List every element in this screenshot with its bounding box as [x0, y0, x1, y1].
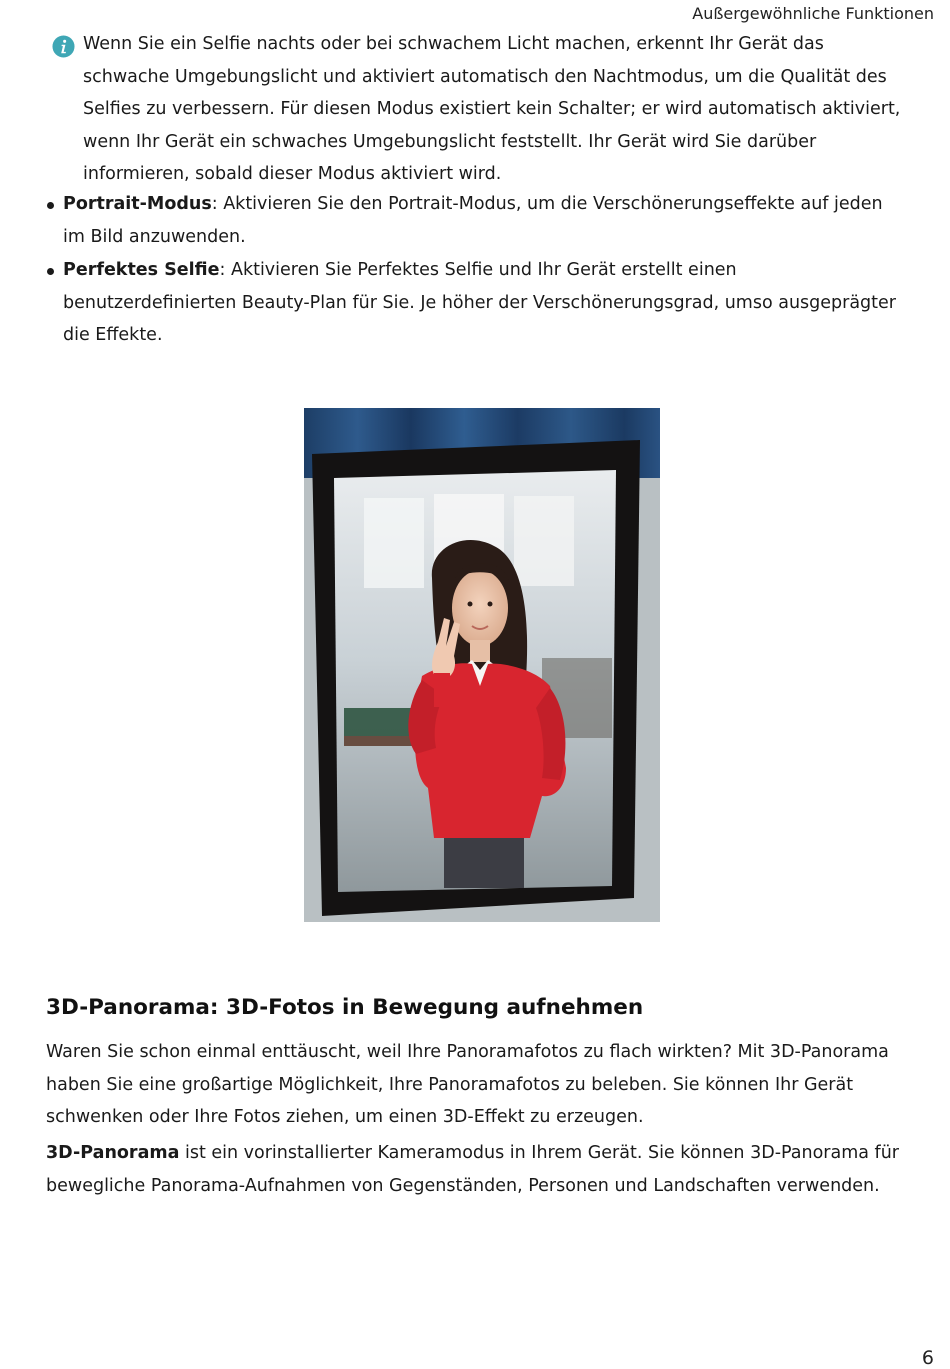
para-text: ist ein vorinstallierter Kameramodus in Ihrem Gerät. Sie können 3D-Panorama für bewegliche Panorama-Aufnahmen von Gegenständen, Personen und Landschaften verwenden.: [46, 1143, 899, 1196]
info-icon: [52, 35, 75, 58]
bullet-text: : Aktivieren Sie Perfektes Selfie und Ihr Gerät erstellt einen benutzerdefinierten Beauty-Plan für Sie. Je höher der Verschönerungsgrad, umso ausgeprägter die Effekte.: [63, 260, 896, 345]
page-number: 6: [921, 1347, 934, 1369]
section-paragraph: Waren Sie schon einmal enttäuscht, weil Ihre Panoramafotos zu flach wirkten? Mit 3D-Panorama haben Sie eine großartige Möglichkeit, Ihre Panoramafotos zu beleben. Sie können Ihr Gerät schwenken oder Ihre Fotos ziehen, um einen 3D-Effekt zu erzeugen.: [46, 1042, 889, 1127]
bullet-term: Perfektes Selfie: [63, 260, 220, 280]
selfie-photo: [304, 408, 660, 922]
section-heading: 3D-Panorama: 3D-Fotos in Bewegung aufnehmen: [46, 995, 644, 1020]
section-paragraph: [46, 1137, 916, 1202]
bullet-term: Portrait-Modus: [63, 194, 212, 214]
note-text: Wenn Sie ein Selfie nachts oder bei schwachem Licht machen, erkennt Ihr Gerät das schwache Umgebungslicht und aktiviert automatisch den Nachtmodus, um die Qualität des Selfies zu verbessern. Für diesen Modus existiert kein Schalter; er wird automatisch aktiviert, wenn Ihr Gerät ein schwaches Umgebungslicht feststellt. Ihr Gerät wird Sie darüber informieren, sobald dieser Modus aktiviert wird.: [83, 34, 901, 184]
para-term: 3D-Panorama: [46, 1143, 180, 1163]
list-item: [46, 188, 906, 253]
running-header: Außergewöhnliche Funktionen: [692, 4, 934, 23]
list-item: [46, 254, 906, 352]
info-note: [52, 28, 912, 191]
feature-list: [46, 188, 906, 353]
bullet-text: : Aktivieren Sie den Portrait-Modus, um die Verschönerungseffekte auf jeden im Bild anzuwenden.: [63, 194, 883, 247]
